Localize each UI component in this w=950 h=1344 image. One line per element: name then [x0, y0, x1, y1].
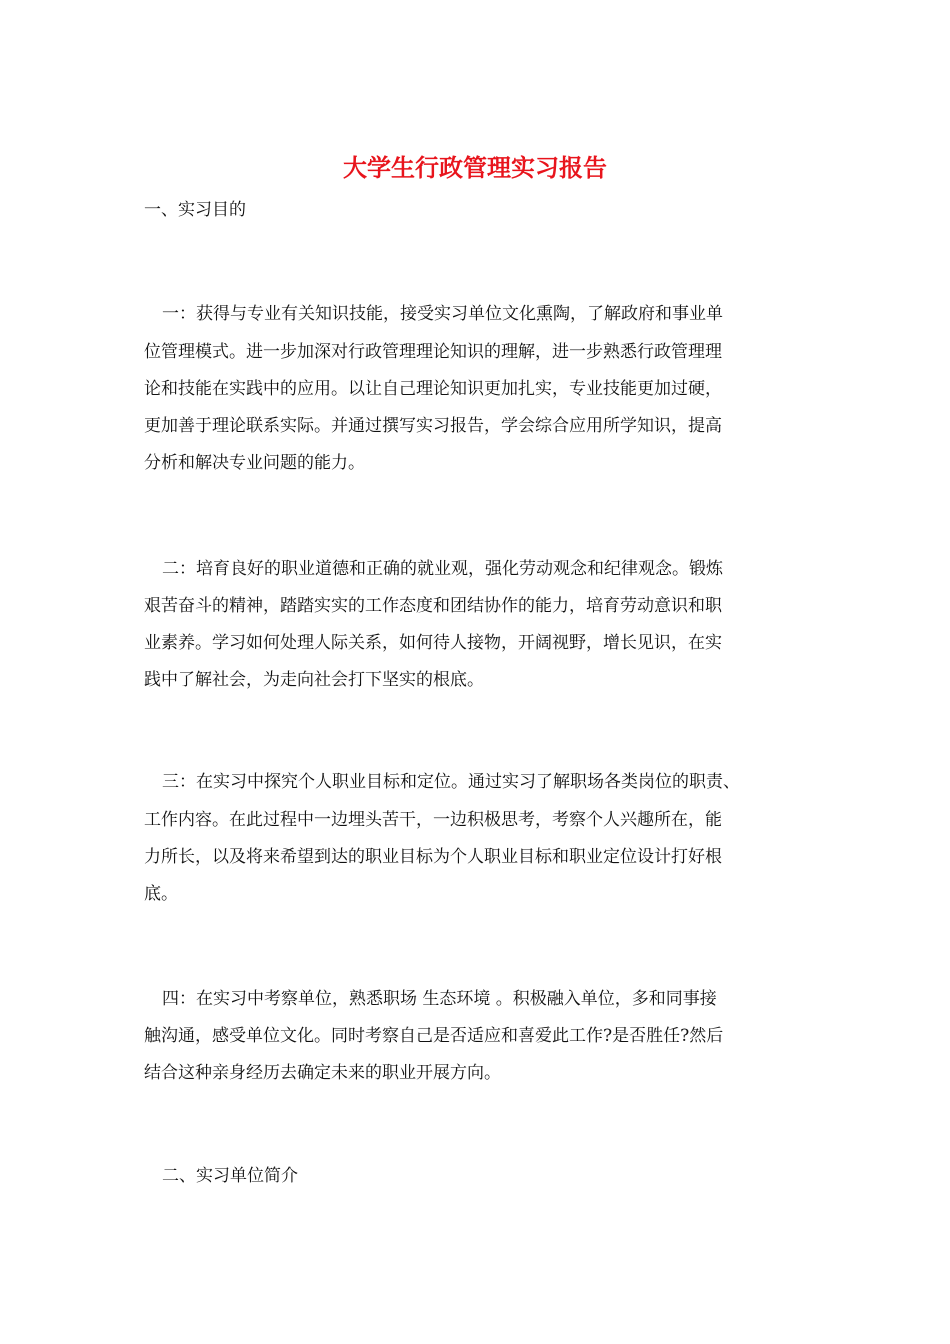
paragraph-4-line-1: 四：在实习中考察单位，熟悉职场 生态环境 。积极融入单位，多和同事接: [162, 989, 717, 1009]
section-heading-purpose: 一、实习目的: [144, 200, 246, 220]
paragraph-3-line-1: 三：在实习中探究个人职业目标和定位。通过实习了解职场各类岗位的职责、: [162, 772, 740, 792]
paragraph-1-line-5: 分析和解决专业问题的能力。: [144, 453, 365, 473]
paragraph-4-line-2: 触沟通，感受单位文化。同时考察自己是否适应和喜爱此工作?是否胜任?然后: [144, 1026, 724, 1046]
paragraph-3-line-3: 力所长，以及将来希望到达的职业目标为个人职业目标和职业定位设计打好根: [144, 847, 722, 867]
paragraph-1-line-1: 一：获得与专业有关知识技能，接受实习单位文化熏陶，了解政府和事业单: [162, 304, 723, 324]
paragraph-1-line-4: 更加善于理论联系实际。并通过撰写实习报告，学会综合应用所学知识，提高: [144, 416, 722, 436]
paragraph-4-line-3: 结合这种亲身经历去确定未来的职业开展方向。: [144, 1063, 501, 1083]
section-heading-unit-intro: 二、实习单位简介: [162, 1166, 298, 1186]
paragraph-2-line-4: 践中了解社会，为走向社会打下坚实的根底。: [144, 670, 484, 690]
paragraph-2-line-1: 二：培育良好的职业道德和正确的就业观，强化劳动观念和纪律观念。锻炼: [162, 559, 723, 579]
paragraph-3-line-2: 工作内容。在此过程中一边埋头苦干，一边积极思考，考察个人兴趣所在，能: [144, 810, 722, 830]
document-title: 大学生行政管理实习报告: [343, 153, 607, 182]
paragraph-2-line-3: 业素养。学习如何处理人际关系，如何待人接物，开阔视野，增长见识，在实: [144, 633, 722, 653]
paragraph-2-line-2: 艰苦奋斗的精神，踏踏实实的工作态度和团结协作的能力，培育劳动意识和职: [144, 596, 722, 616]
paragraph-3-line-4: 底。: [144, 884, 178, 904]
paragraph-1-line-2: 位管理模式。进一步加深对行政管理理论知识的理解，进一步熟悉行政管理理: [144, 342, 722, 362]
paragraph-1-line-3: 论和技能在实践中的应用。以让自己理论知识更加扎实，专业技能更加过硬，: [144, 379, 722, 399]
